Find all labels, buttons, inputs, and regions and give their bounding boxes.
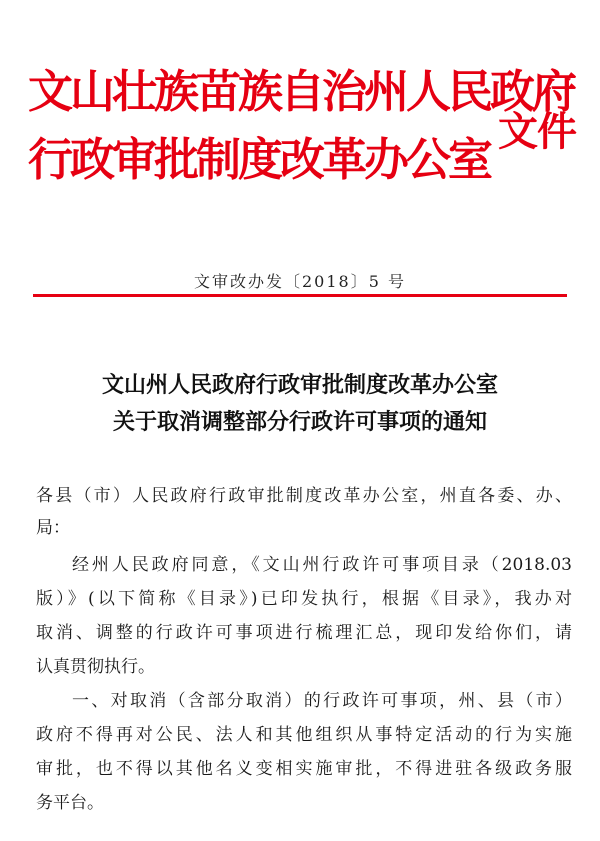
letterhead [28,66,588,196]
document-title-line2: 关于取消调整部分行政许可事项的通知 [112,409,487,435]
letterhead-document-type: 文件 [498,108,576,155]
paragraph2-line3: 审批，也不得以其他名义变相实施审批，不得进驻各级政务服 [36,759,572,779]
letterhead-issuer-line2: 行政审批制度改革办公室 [28,133,491,186]
paragraph1-line4: 认真贯彻执行。 [36,657,155,677]
addressee-line1: 各县（市）人民政府行政审批制度改革办公室，州直各委、办、 [36,486,572,506]
document-number: 文审改办发〔2018〕5 号 [194,272,406,291]
letterhead-issuer-line1: 文山壮族苗族自治州人民政府 [28,65,575,118]
paragraph1-line1: 经州人民政府同意，《文山州行政许可事项目录（2018.03 [72,555,572,575]
paragraph2-line1: 一、对取消（含部分取消）的行政许可事项，州、县（市） [72,691,572,711]
paragraph2-line2: 政府不得再对公民、法人和其他组织从事特定活动的行为实施 [36,725,572,745]
addressee-line2: 局： [36,518,70,538]
document-title-line1: 文山州人民政府行政审批制度改革办公室 [101,372,498,398]
paragraph1-line2: 版）》(以下简称《目录》)已印发执行，根据《目录》，我办对 [36,589,572,609]
red-divider-line [33,294,567,297]
paragraph2-line4: 务平台。 [36,793,104,813]
paragraph1-line3: 取消、调整的行政许可事项进行梳理汇总，现印发给你们，请 [36,623,572,643]
